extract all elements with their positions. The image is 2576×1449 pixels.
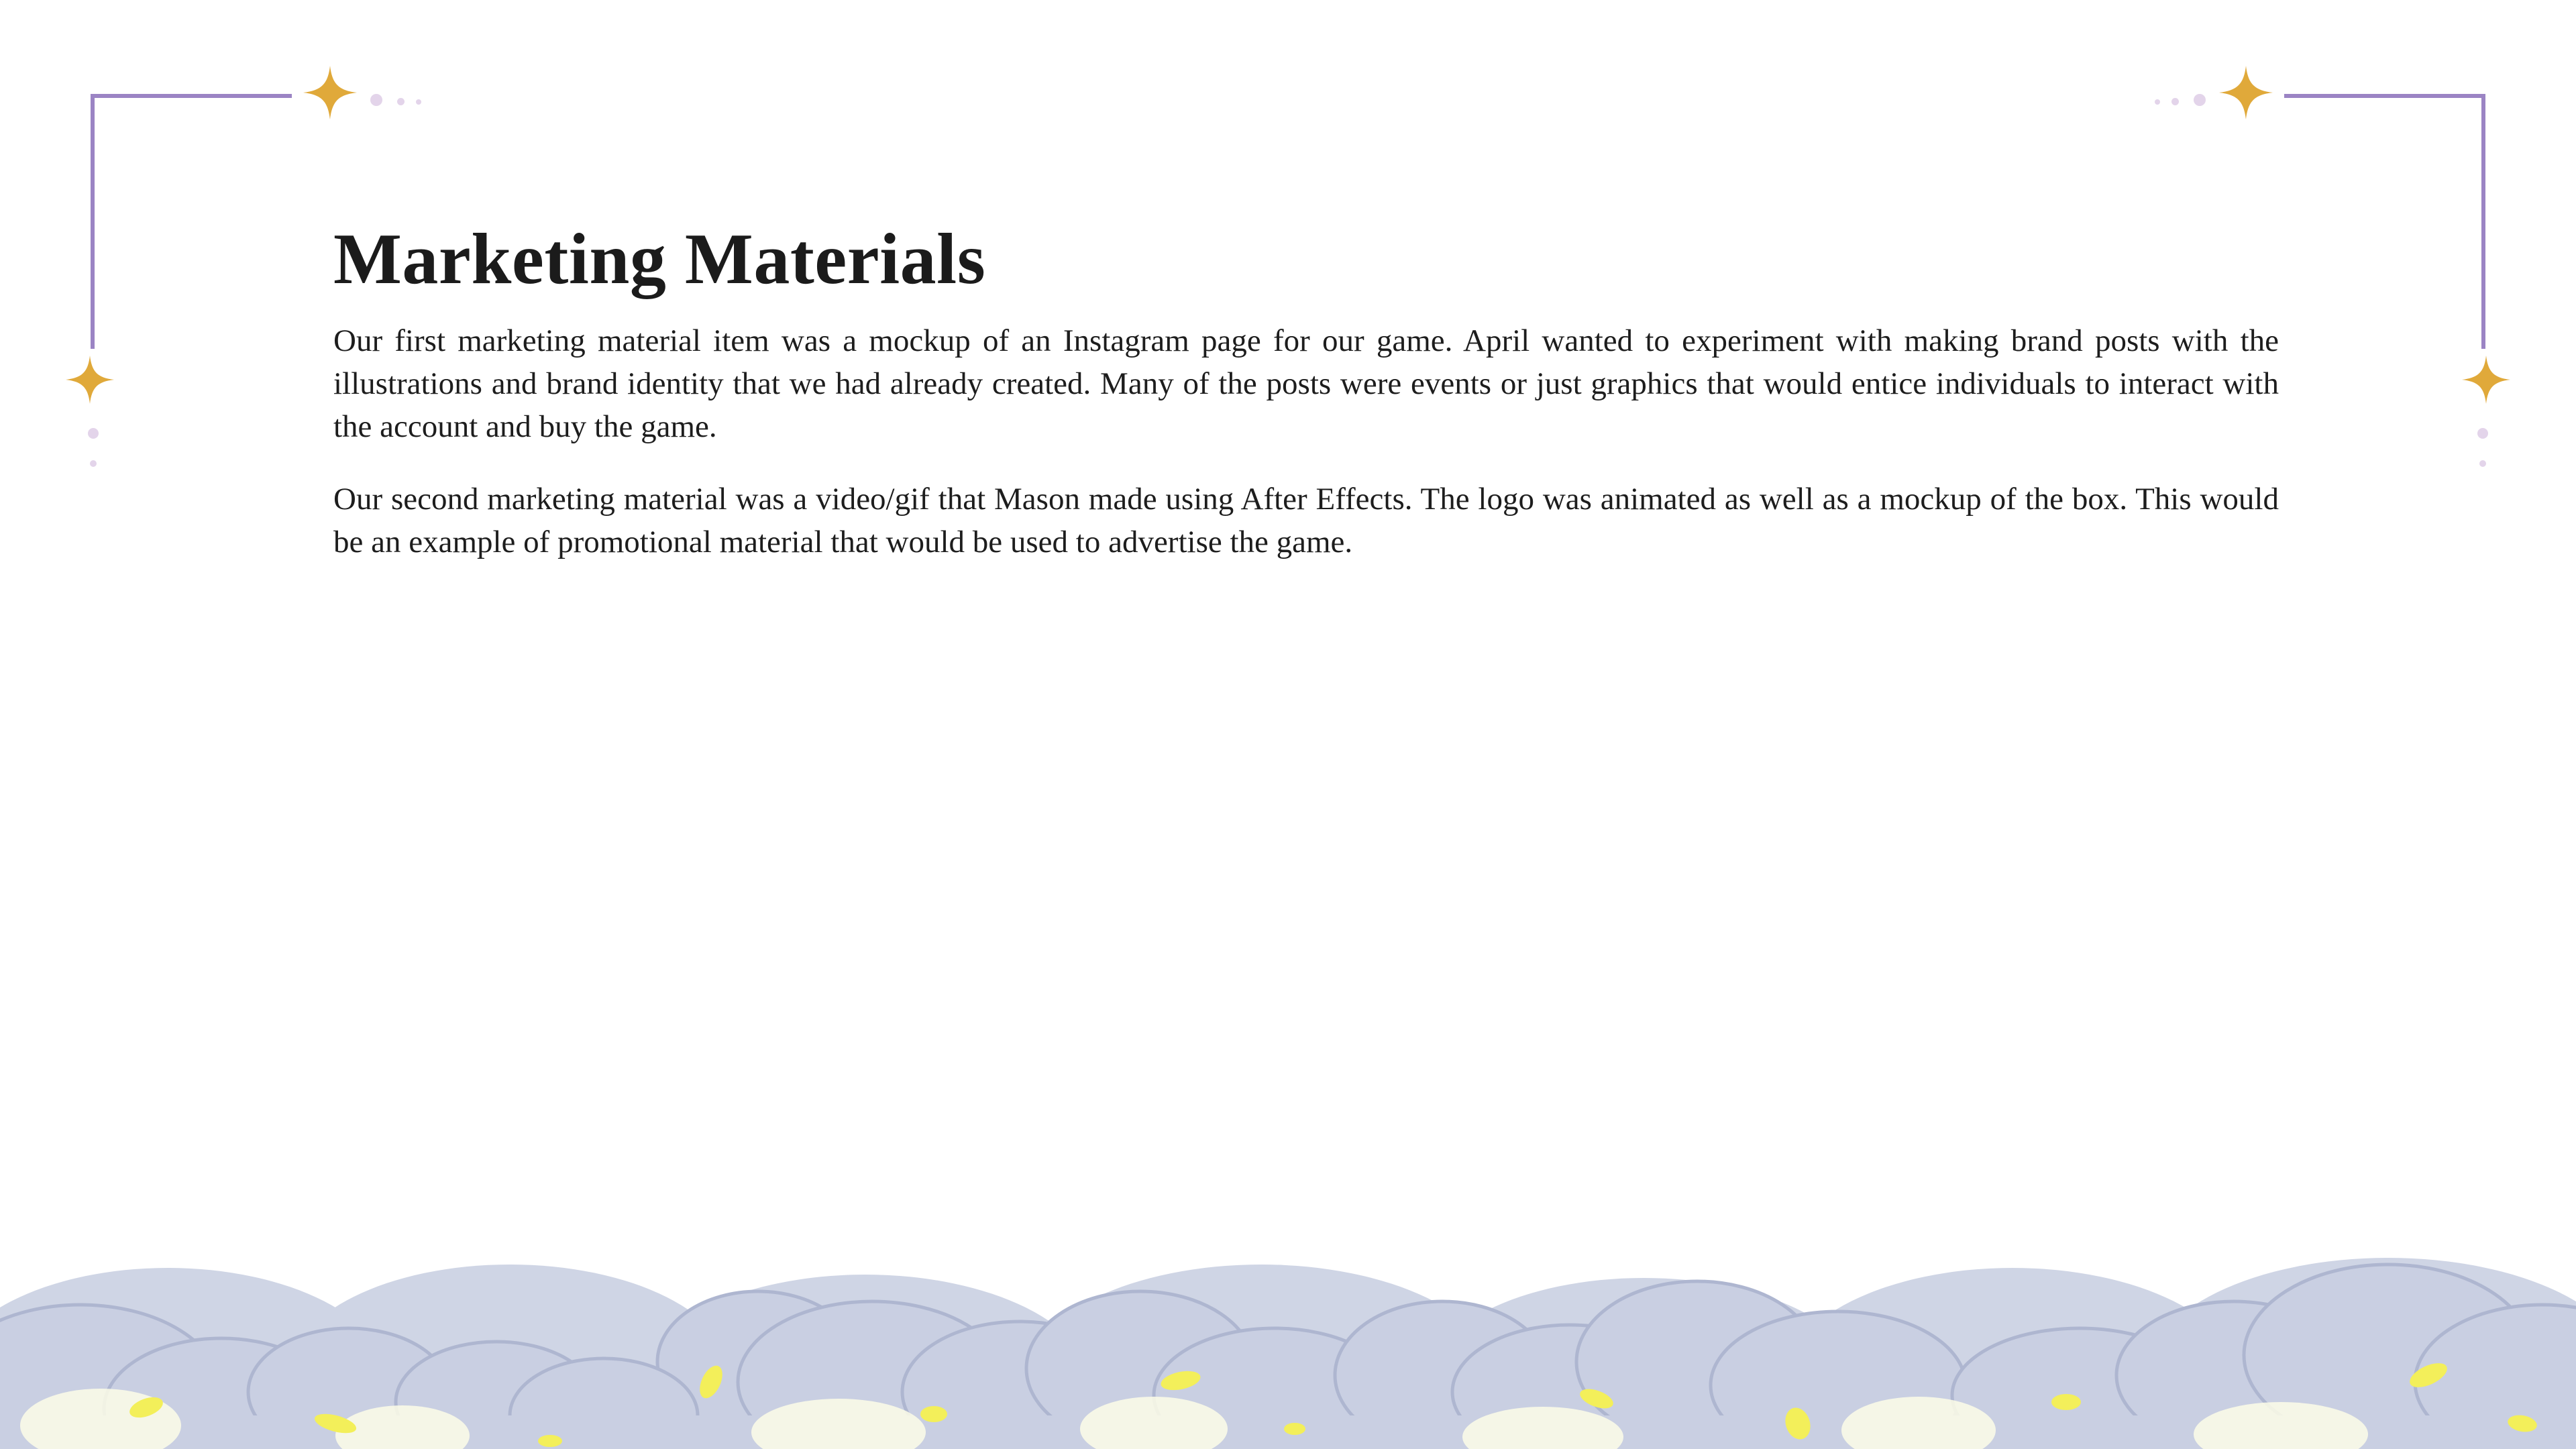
dot-decoration [2155,99,2160,105]
dot-decoration [416,99,421,105]
sparkle-icon-top-right [2219,66,2273,119]
dot-decoration [2477,428,2488,439]
dot-decoration [2479,460,2486,467]
frame-line-top-right-horizontal [2284,94,2485,98]
sparkle-icon-top-left [303,66,357,119]
dot-decoration [2194,94,2206,106]
dot-decoration [2171,98,2179,105]
page-title: Marketing Materials [333,219,986,299]
dot-decoration [88,428,99,439]
slide-content [333,221,2279,564]
sparkle-icon-mid-left [66,356,114,404]
frame-line-top-right-vertical [2481,94,2485,349]
frame-line-top-left-horizontal [91,94,292,98]
dot-decoration [370,94,382,106]
cloud-decoration [0,1161,2576,1449]
dot-decoration [397,98,405,105]
body-paragraph-1: Our first marketing material item was a mockup of an Instagram page for our game. April wanted to experiment with making brand posts with the illustrations and brand identity that we had already created. Many of the posts were events or just graphics that would entice individuals to interact with the account and buy the game. [333,323,2279,445]
frame-line-top-left-vertical [91,94,95,349]
dot-decoration [90,460,97,467]
sparkle-icon-mid-right [2462,356,2510,404]
body-paragraph-2: Our second marketing material was a video/gif that Mason made using After Effects. The logo was animated as well as a mockup of the box. This would be an example of promotional material that would be used to advertise the game. [333,482,2279,560]
